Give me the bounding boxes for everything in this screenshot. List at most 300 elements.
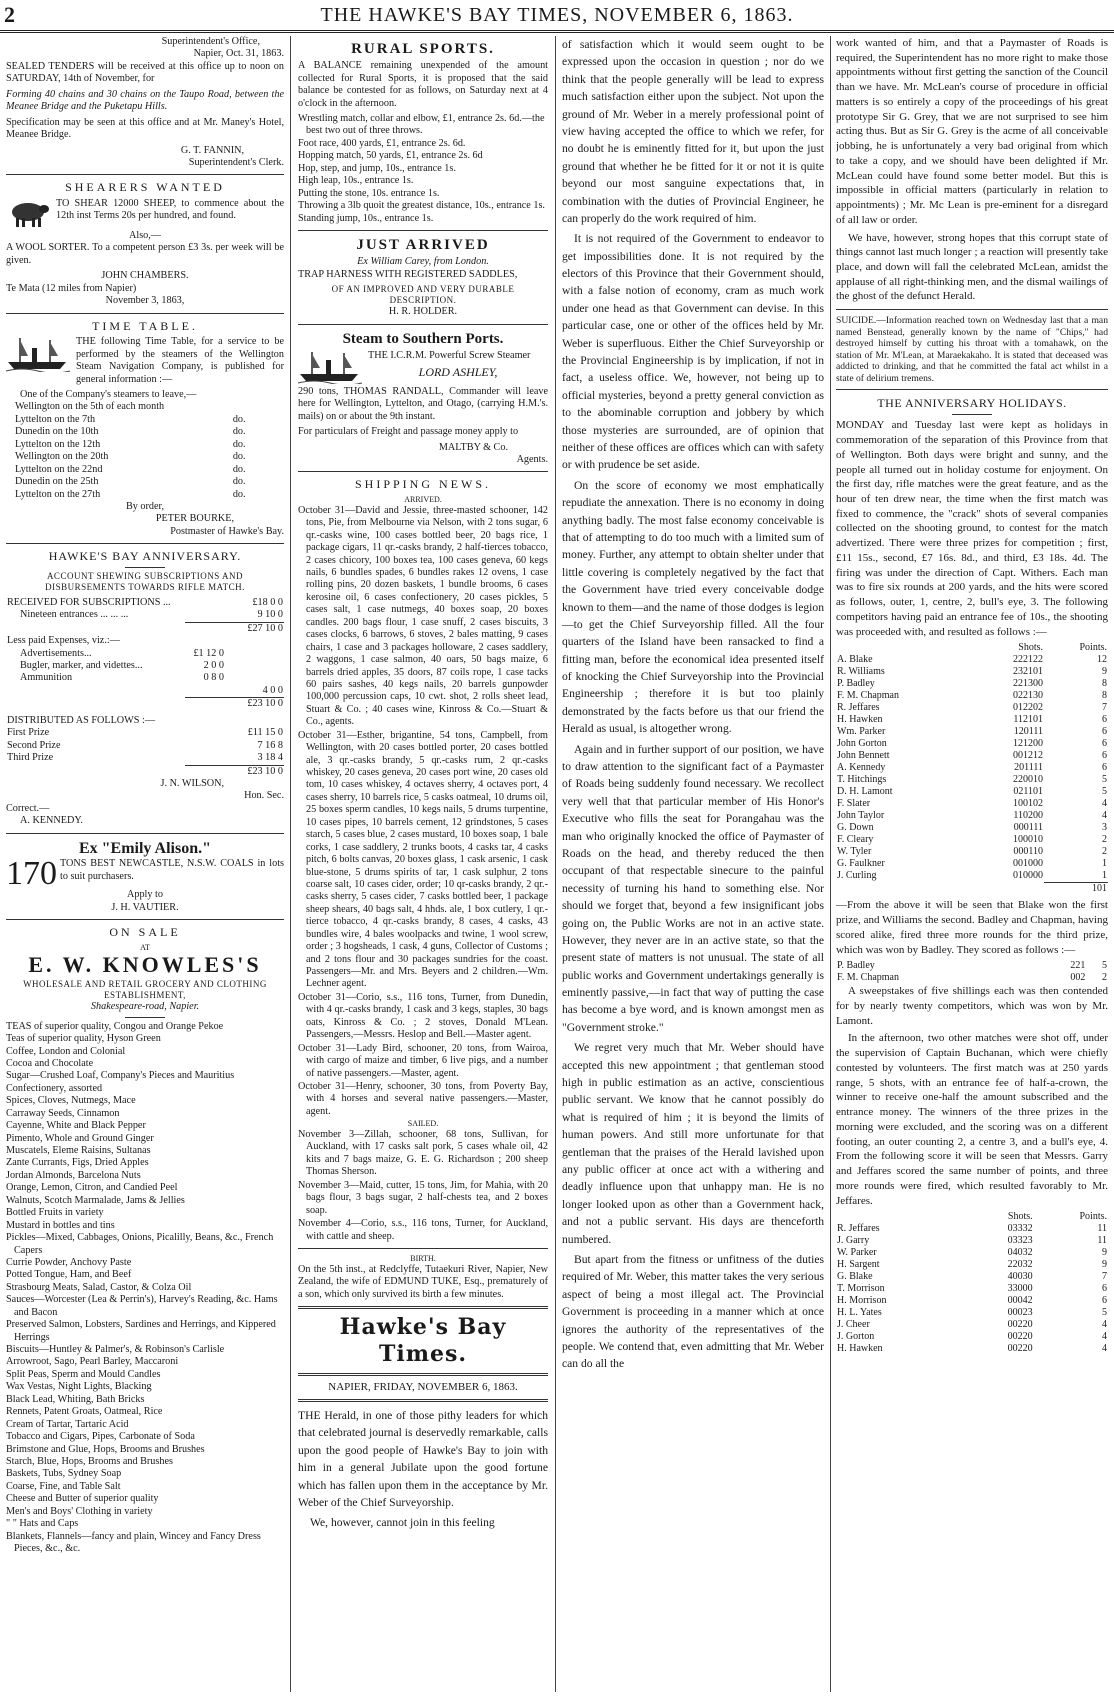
list-item: Mustard in bottles and tins [6, 1219, 115, 1231]
tender-signer: G. T. FANNIN, [180, 144, 244, 156]
editorial-paragraph: We have, however, strong hopes that this corrupt state of things cannot last much longer ; a reaction will presently take place, and down will fall the celebrated McLean, amidst the applause of all right-thinking men, and the dismal wailings of the ghost of the defunct Herald. [836, 231, 1108, 303]
timetable-table [14, 401, 253, 501]
divider [298, 1306, 548, 1309]
list-item: Wax Vestas, Night Lights, Blacking [6, 1381, 152, 1393]
score-name: F. M. Chapman [837, 690, 899, 702]
list-item: Throwing a 3lb quoit the greatest distance, 10s., entrance 1s. [298, 200, 545, 212]
score-points: 11 [1097, 1223, 1107, 1235]
score-name: J. Cheer [837, 1319, 870, 1331]
tender-body: SEALED TENDERS will be received at this office up to noon on SATURDAY, 14th of November, for [6, 60, 284, 85]
list-item: Jordan Almonds, Barcelona Nuts [6, 1169, 141, 1181]
divider [298, 1248, 548, 1249]
divider [298, 1373, 548, 1376]
coal-number: 170 [6, 855, 57, 893]
score-rows [836, 960, 1108, 984]
shearers-heading: SHEARERS WANTED [65, 180, 225, 195]
score-name: G. Blake [837, 1271, 873, 1283]
list-item: Hopping match, 50 yards, £1, entrance 2s. 6d [298, 150, 483, 162]
steam-ship: LORD ASHLEY, [418, 365, 498, 380]
score-points: 1 [1102, 858, 1107, 870]
shipping-entry: November 4—Corio, s.s., 116 tons, Turner, for Auckland, with cattle and sheep. [298, 1218, 548, 1242]
score-header: Points. [1079, 1211, 1107, 1223]
score-points: 6 [1102, 714, 1107, 726]
score-shots: 220010 [1013, 774, 1044, 786]
table-row [836, 1259, 1108, 1271]
shearers-also: Also,— [129, 230, 161, 241]
score-points: 6 [1102, 1283, 1107, 1295]
score-shots: 000111 [1013, 822, 1044, 834]
table-row [14, 476, 253, 488]
tender-spec: Specification may be seen at this office and at Mr. Maney's Hotel, Meanee Bridge. [6, 116, 284, 141]
divider [6, 919, 284, 920]
arrived-sub: Ex William Carey, from London. [357, 256, 489, 268]
divider [298, 471, 548, 472]
steam-signer: MALTBY & Co. [438, 441, 508, 453]
prizes-total: £23 10 0 [185, 765, 284, 778]
anniversary-account [6, 549, 284, 827]
score-shots: 022130 [1013, 690, 1044, 702]
score-name: H. Sargent [837, 1259, 880, 1271]
score-table [836, 642, 1108, 895]
shearers-place: Te Mata (12 miles from Napier) [6, 282, 137, 294]
prize-amount: 3 18 4 [257, 752, 283, 764]
editorial-paragraph: It is not required of the Government to endeavor to get impossibilities done. It is not required by the electors of this Province that their Government should, with a false notion of economy, cram as much work under one head as that Government can devise. In this particular case, one or other of the offices held by Mr. Weber is superfluous. Either the Chief Surveyorship or the Provincial Engineership is by implication, if not in fact, a useless office. We, however, not being up to official mysteries, beyond a pretty general conviction as to the abominable corruption and jobbery by which those mysteries are surrounded, are of opinion that neither of these offices are offices which can with safety or with prudence be set aside. [562, 232, 824, 472]
score-shots: 00220 [1007, 1331, 1033, 1343]
score-shots: 112101 [1013, 714, 1044, 726]
score-shots: 121200 [1013, 738, 1044, 750]
score-points: 5 [1102, 1307, 1107, 1319]
table-row [836, 1271, 1108, 1283]
list-item: Blankets, Flannels—fancy and plain, Wincey and Fancy Dress Pieces, &c., &c. [6, 1530, 261, 1555]
table-row [836, 702, 1108, 714]
score-name: F. M. Chapman [837, 972, 899, 984]
score-points: 4 [1102, 1319, 1107, 1331]
score-name: H. Hawken [837, 714, 883, 726]
score-header [836, 642, 975, 654]
anniversary-correct-signer: A. KENNEDY. [20, 815, 83, 827]
column-rule [290, 36, 291, 1692]
table-row [836, 750, 1108, 762]
score-shots: 010000 [1013, 870, 1044, 882]
divider [836, 389, 1108, 390]
column-2 [298, 36, 548, 1696]
tender-notice [6, 36, 284, 169]
score-points: 4 [1102, 1343, 1107, 1355]
list-item: Arrowroot, Sago, Pearl Barley, Maccaroni [6, 1356, 179, 1368]
list-item: Walnuts, Scotch Marmalade, Jams & Jellies [6, 1194, 185, 1206]
table-row [6, 672, 284, 684]
steam-body3: For particulars of Freight and passage money apply to [298, 426, 519, 438]
table-row [836, 738, 1108, 750]
list-item: Preserved Salmon, Lobsters, Sardines and Herrings, and Kippered Herrings [6, 1319, 276, 1343]
divider [6, 543, 284, 544]
table-row [6, 740, 284, 752]
score-points: 2 [1102, 846, 1107, 858]
table-row [836, 690, 1108, 702]
shipping-heading: SHIPPING NEWS. [354, 477, 491, 492]
list-item: Coarse, Fine, and Table Salt [6, 1480, 121, 1492]
timetable-signer: PETER BOURKE, [155, 513, 234, 525]
prize-label: First Prize [7, 727, 50, 739]
shipping-entry: October 31—Esther, brigantine, 54 tons, Campbell, from Wellington, with 20 cases bottled porter, 20 cases bottled ale, 3 qr.-casks brandy, 5 qr.-casks rum, 2 qr.-casks whiskey, 20 cases geneva, 20 cases port wine, 20 cases old tom, 10 cases whiskey, 4 octaves sherry, 4 octaves port, 4 cases sherry, 10 barrels rice, 5 casks oatmeal, 10 drums oil, 25 boxes sperm candles, 10 kegs nails, 5 drums turpentine, 10 cases pipes, 10 barrels cement, 12 grindstones, 5 cases starch, 5 cases blue, 2 cases mustard, 10 boxes soap, 1 bale corks, 1 case saddlery, 2 trunks boots, 4 casks tar, 4 casks pitch, 6 bolts canvas, 20 boxes glass, 1 cask arsenic, 1 cask blue-stone, 5 drums spirits of tar, 1 cask sulphur, 2 tons coarse salt, 10 cases cider, order; 10 qr-casks brandy, 2 qr.-casks sherry, 5 cases cider, 7 casks bottled beer, 1 package sheep shears, 40 bags salt, 4 hhds. ale, 1 box cutlery, 1 qr.-tierce tobacco, 4 qr.-casks brandy, 8 cases, 4 casks, 43 bundles wire, 4 bales woolpacks and twine, 1 wool screw, order ; 3 hogsheads, 1 cask, 4 guns, Collector of Customs ; and 2 tons flour and 30 packages sundries for the coast. Passengers—Mr. and Mrs. Beyers and 2 children.—Wm. Lechner agent. [298, 729, 548, 990]
editorial-paragraph: of satisfaction which it would seem ought to be expressed upon the occasion in question ; nor do we think that the people generally will be lead to express much satisfaction either upon the subject. Not upon the ground of Mr. Weber in a merely professional point of view having accepted the office to which we refer, for no doubt he is eminently fitted for it, but upon the just ground that whether he be fitted for it or not it is quite beyond our most sanguine expectations that, in combination with the duties of Provincial Engineer, he can properly do the work required of him. [562, 38, 824, 225]
score-shots: 00042 [1007, 1295, 1033, 1307]
rural-events [298, 113, 548, 225]
table-row [6, 622, 284, 635]
list-item: Black Lead, Whiting, Bath Bricks [6, 1393, 145, 1405]
list-item: Rennets, Patent Groats, Oatmeal, Rice [6, 1406, 163, 1418]
list-item: Tobacco and Cigars, Pipes, Carbonate of Soda [6, 1431, 195, 1443]
rural-sports [298, 40, 548, 225]
tender-office: Superintendent's Office, [161, 36, 260, 47]
table-row [836, 678, 1108, 690]
anniversary-signer: J. N. WILSON, [160, 777, 224, 789]
score-shots: 03332 [1007, 1223, 1033, 1235]
account-amount: £18 0 0 [252, 596, 283, 608]
list-item: Cocoa and Chocolate [6, 1057, 94, 1069]
list-item: Pickles—Mixed, Cabbages, Onions, Picalilly, Beans, &c., French Capers [6, 1232, 274, 1256]
score-points: 5 [1102, 960, 1107, 972]
expenses-total: 4 0 0 [262, 684, 283, 696]
timetable-place: Lyttelton on the 7th [15, 413, 96, 425]
table-row [836, 858, 1108, 870]
list-item: Cheese and Butter of superior quality [6, 1493, 159, 1505]
score-name: H. Hawken [837, 1343, 883, 1355]
list-item: Foot race, 400 yards, £1, entrance 2s. 6d. [298, 137, 466, 149]
list-item: Zante Currants, Figs, Dried Apples [6, 1157, 149, 1169]
knowles-desc: WHOLESALE AND RETAIL GROCERY AND CLOTHING ESTABLISHMENT, [23, 979, 267, 1001]
masthead [0, 0, 1114, 33]
holidays-paragraph: In the afternoon, two other matches were shot off, under the supervision of Captain Buchanan, which were chiefly contested by volunteers. The first match was at 250 yards range, 5 shots, with an entrance fee of half-a-crown, the winner to receive one-half the amount subscribed and the entrance money. The winners of the three prizes in the morning were excluded, and the scoring was on a different footing, an outer counting 2, a centre 3, and a bull's eye, 4. From the following score it will be seen that Messrs. Garry and Jeffares scored the same number of points, and three more rounds were fired, which resulted favorably to Mr. Jeffares. [836, 1032, 1108, 1207]
knowles-address: Shakespeare-road, Napier. [90, 1001, 200, 1013]
page-number: 2 [4, 2, 15, 27]
list-item: Men's and Boys' Clothing in variety [6, 1505, 153, 1517]
prize-amount: £11 15 0 [247, 727, 283, 739]
account-table [6, 597, 284, 778]
score-name: T. Morrison [837, 1283, 885, 1295]
table-row [836, 1295, 1108, 1307]
table-row [6, 648, 284, 660]
table-row [836, 972, 1108, 984]
table-row [14, 439, 253, 451]
timetable-heading: TIME TABLE. [92, 318, 198, 333]
timetable-place: Dunedin on the 25th [15, 476, 99, 488]
knowles-at: AT [140, 942, 150, 952]
score-name: D. H. Lamont [837, 786, 893, 798]
list-item: " " Hats and Caps [6, 1518, 79, 1530]
divider [298, 324, 548, 325]
table-row [836, 1223, 1108, 1235]
score-name: John Taylor [837, 810, 885, 822]
table-row [6, 727, 284, 739]
table-header [836, 1211, 1108, 1223]
expense-label: Ammunition [20, 672, 73, 684]
list-item: High leap, 10s., entrance 1s. [298, 175, 414, 187]
table-row [14, 414, 253, 426]
timetable-mark: do. [232, 426, 246, 438]
score-points: 8 [1102, 690, 1107, 702]
account-total: £27 10 0 [185, 622, 284, 635]
score-shots: 33000 [1007, 1283, 1033, 1295]
shearers-body: TO SHEAR 12000 SHEEP, to commence about the 12th inst Terms 20s per hundred, and found. [56, 198, 284, 222]
editorial-masthead: Hawke's Bay Times. [339, 1314, 507, 1367]
account-amount: 9 10 0 [257, 609, 283, 621]
list-item: Wrestling match, collar and elbow, £1, entrance 2s. 6d.—the best two out of three throws. [298, 113, 545, 137]
arrived-body: TRAP HARNESS WITH REGISTERED SADDLES, [298, 268, 518, 280]
score-name: J. Gorton [837, 1331, 875, 1343]
column-4 [836, 36, 1108, 1696]
birth-heading: BIRTH. [410, 1253, 436, 1263]
distributed-heading: DISTRIBUTED AS FOLLOWS :— [7, 714, 156, 726]
table-row [836, 960, 1108, 972]
divider [6, 313, 284, 314]
expense-label: Bugler, marker, and videttes... [20, 660, 143, 671]
score-name: R. Jeffares [837, 1223, 880, 1235]
score-shots: 012202 [1013, 702, 1044, 714]
score-rows [836, 1223, 1108, 1355]
score-points: 12 [1097, 654, 1107, 666]
score-shots: 00023 [1007, 1307, 1033, 1319]
table-row [836, 1247, 1108, 1259]
score-shots: 222122 [1013, 654, 1044, 666]
score-points: 6 [1102, 1295, 1107, 1307]
divider [298, 230, 548, 231]
timetable-place: Wellington on the 5th of each month [15, 401, 165, 413]
steamship-icon [298, 350, 362, 384]
knowles-ad [6, 925, 284, 1555]
table-row [836, 1343, 1108, 1355]
timetable-place: Dunedin on the 10th [15, 426, 99, 438]
table-row [836, 1331, 1108, 1343]
knowles-item-list [6, 1021, 284, 1556]
score-shots: 001000 [1013, 858, 1044, 870]
newspaper-title: THE HAWKE'S BAY TIMES, NOVEMBER 6, 1863. [320, 4, 794, 26]
timetable [6, 319, 284, 539]
coal-signer: J. H. VAUTIER. [111, 901, 179, 913]
score-name: W. Parker [837, 1247, 877, 1259]
score-header: Points. [1079, 642, 1107, 654]
score-header [836, 1211, 966, 1223]
account-less: Less paid Expenses, viz.:— [7, 635, 120, 647]
table-row [6, 635, 284, 647]
score-shots: 03323 [1007, 1235, 1033, 1247]
table-row [836, 1319, 1108, 1331]
table-row [836, 1235, 1108, 1247]
table-row [836, 666, 1108, 678]
divider [952, 414, 992, 415]
divider [836, 309, 1108, 310]
sheep-icon [6, 198, 50, 228]
score-points: 4 [1102, 1331, 1107, 1343]
score-points: 9 [1102, 1259, 1107, 1271]
score-name: John Bennett [837, 750, 890, 762]
birth-body: On the 5th inst., at Redclyffe, Tutaekuri River, Napier, New Zealand, the wife of EDMUND TUKE, Esq., prematurely of a son, which only survived its birth a few minutes. [298, 1263, 548, 1300]
table-row [6, 698, 284, 711]
list-item: Strasbourg Meats, Salad, Castor, & Colza Oil [6, 1281, 192, 1293]
table-row [836, 786, 1108, 798]
timetable-mark [232, 401, 253, 413]
list-item: Cream of Tartar, Tartaric Acid [6, 1418, 129, 1430]
score-points: 5 [1102, 774, 1107, 786]
list-item: Cayenne, White and Black Pepper [6, 1120, 146, 1132]
coal-apply: Apply to [127, 889, 163, 901]
prize-label: Third Prize [7, 752, 54, 764]
score-name: A. Kennedy [837, 762, 886, 774]
list-item: Bottled Fruits in variety [6, 1207, 104, 1219]
table-row [836, 834, 1108, 846]
knowles-name: E. W. KNOWLES'S [28, 952, 262, 978]
score-points: 4 [1102, 798, 1107, 810]
score-name: Wm. Parker [837, 726, 886, 738]
editorial-paragraph: work wanted of him, and that a Paymaster of Roads is required, the Superintendent has no more right to make those appointments without first getting the sanction of the Council than we have. Mr. McLean's course of procedure in official matters is so entirely a copy of the proceedings of his great prototype Sir G. Grey, that we are not surprised to see him acting thus. But as Sir G. Grey is the acme of all conceivable jobbing, he is unfortunately a very bad original from which to take a copy, and we should have been delighted if Mr. McLean could have found some better model. But this is impossible in official matters (particularly in relation to appointments) ; Mr. Mc Lean is pre-eminent for a disregard of all law or order. [836, 37, 1108, 226]
editorial-paragraph: On the score of economy we most emphatically repudiate the annexation. There is no economy in doing anything badly. The most false economy conceivable is that of attempting to do too much with a limited sum of money. Further, any attempt to obtain shelter under that little covering is completely negatived by the fact that the Government have tried every conceivable dodge known to them—and the name of those dodges is legion—to get the Chief Surveyorship filled. All the four quarters of the Island have been ransacked to find a fitting man, before the economical idea presented itself of knocking the Chief Surveyorship into the Provincial Engineership ; therefore it is but too plainly demonstrated by the facts before us that our friend the Herald as usual, is altogether wrong. [562, 478, 824, 736]
score-name: P. Badley [837, 960, 875, 972]
score-points: 6 [1102, 750, 1107, 762]
score-points: 6 [1102, 738, 1107, 750]
score-table [836, 960, 1108, 984]
editorial-paragraph: Again and in further support of our position, we have to draw attention to the significant fact of a Paymaster of Roads being suddenly found necessary. We recollect very well that that particular member of His Honor's Executive who fills the seat for Porangahau was the man who originally knocked the office of Paymaster of Roads on the head, and thereby reduced the then occupant of that respectable sinecure to the painful necessity of turning his hand to something else. Nor should we forget that, beyond a few insignificant jobs going on, the Public Works are not in an active state. However, they never are in an active state, so that the present state of matters is not unusual. The state of all public works and Government undertakings generally is eminently passive,—in fact that way of putting the case has become a bye word, and is known amongst men as "Government stroke." [562, 742, 824, 1034]
score-points: 7 [1102, 1271, 1107, 1283]
score-points: 5 [1102, 786, 1107, 798]
score-name: H. Morrison [837, 1295, 887, 1307]
harness-ad [298, 236, 548, 319]
table-row [6, 711, 284, 727]
list-item: Putting the stone, 10s. entrance 1s. [298, 187, 440, 199]
score-shots: 201111 [1014, 762, 1044, 774]
arrived-heading: JUST ARRIVED [356, 236, 490, 253]
timetable-mark: do. [232, 438, 246, 450]
list-item: Biscuits—Huntley & Palmer's, & Robinson's Carlisle [6, 1344, 225, 1356]
steamship-icon [6, 336, 70, 372]
score-name: John Gorton [837, 738, 887, 750]
score-header: Shots. [1018, 642, 1044, 654]
table-row [14, 451, 253, 463]
list-item: Brimstone and Glue, Hops, Brooms and Brushes [6, 1443, 205, 1455]
timetable-body: THE following Time Table, for a service to be performed by the steamers of the Wellington Steam Navigation Company, is published for general information :— [76, 336, 284, 385]
table-row [836, 1283, 1108, 1295]
list-item: Currie Powder, Anchovy Paste [6, 1256, 132, 1268]
score-shots: 221 [1070, 960, 1086, 972]
score-shots: 221300 [1013, 678, 1044, 690]
score-name: G. Down [837, 822, 874, 834]
score-points: 7 [1102, 702, 1107, 714]
score-shots: 001212 [1013, 750, 1044, 762]
timetable-mark: do. [232, 476, 246, 488]
table-row [836, 846, 1108, 858]
divider [125, 567, 165, 568]
steam-ad [298, 330, 548, 467]
score-points: 11 [1097, 1235, 1107, 1247]
score-shots: 100102 [1013, 798, 1044, 810]
list-item: Hop, step, and jump, 10s., entrance 1s. [298, 162, 456, 174]
list-item: Carraway Seeds, Cinnamon [6, 1107, 120, 1119]
score-rows [836, 654, 1108, 883]
table-row [14, 426, 253, 438]
coal-ship: Ex "Emily Alison." [78, 839, 211, 857]
expense-amount: 0 8 0 [203, 672, 224, 684]
arrived-signer: H. R. HOLDER. [388, 306, 458, 318]
score-table [836, 1211, 1108, 1355]
shearers-signer: JOHN CHAMBERS. [101, 270, 189, 282]
tender-signer-title: Superintendent's Clerk. [188, 156, 284, 168]
expense-label: Advertisements... [20, 647, 92, 659]
table-row [836, 870, 1108, 883]
score-name: A. Blake [837, 654, 873, 666]
shearers-ad [6, 180, 284, 307]
score-points: 2 [1102, 834, 1107, 846]
score-name: G. Faulkner [837, 858, 885, 870]
shearers-sorter: A WOOL SORTER. To a competent person £3 3s. per week will be given. [6, 242, 284, 266]
score-total: 101 [1044, 883, 1108, 896]
score-points: 1 [1102, 870, 1107, 882]
score-shots: 22032 [1007, 1259, 1033, 1271]
score-shots: 232101 [1013, 666, 1044, 678]
score-points: 3 [1102, 822, 1107, 834]
knowles-on-sale: ON SALE [109, 925, 181, 940]
list-item: Potted Tongue, Ham, and Beef [6, 1269, 132, 1281]
table-row [836, 762, 1108, 774]
score-shots: 120111 [1013, 726, 1044, 738]
score-header: Shots. [1007, 1211, 1033, 1223]
table-row [836, 798, 1108, 810]
editorial-paragraph: THE Herald, in one of those pithy leaders for which that celebrated journal is deservedly remarkable, calls upon the good people of Hawke's Bay to join with him in a general Jubilate upon the good fortune which has fallen upon them in the acceptance by Mr. Weber of the Chief Surveyorship. [298, 1409, 548, 1510]
steam-signer-title: Agents. [516, 454, 548, 466]
editorial [298, 1314, 548, 1532]
column-3 [562, 36, 824, 1696]
list-item: Confectionery, assorted [6, 1082, 103, 1094]
steam-body2: 290 tons, THOMAS RANDALL, Commander will leave here for Wellington, Lyttelton, and Otago, (carrying H.M.'s. mails) on or about the 9th instant. [298, 385, 548, 422]
table-row [836, 822, 1108, 834]
holidays-paragraph: MONDAY and Tuesday last were kept as holidays in commemoration of the separation of this Province from that of Wellington. Both days were bright and sunny, and the people all turned out in holiday costume for enjoyment. On the first day, rifle matches were the great feature, and as the hour of ten drew near, the time when the first match was fixed to commence, the "crack" shots of several companies collected on the shooting ground, to contest for the match advertized. There were three prizes for competition ; first, £11 15s., second, £7 16s. 8d., and third, £3 18s. 4d. The firing was under the direction of Capt. Withers. Each man was to fire six rounds at 200 yards, and the hits were scored as follows, outer, 1, centre, 2, bull's eye, 3. The following competitors having paid an entrance fee of 10s., the shooting was proceeded with, and resulted as follows :— [836, 419, 1108, 638]
editorial-paragraph: We, however, cannot join in this feeling [310, 1516, 495, 1530]
score-name: H. L. Yates [837, 1307, 882, 1319]
shearers-date: November 3, 1863, [105, 295, 185, 307]
table-row [836, 883, 1108, 896]
tender-work: Forming 40 chains and 30 chains on the Taupo Road, between the Meanee Bridge and the Puketapu Hills. [6, 88, 284, 113]
score-points: 6 [1102, 762, 1107, 774]
timetable-by-order: By order, [125, 500, 165, 512]
score-shots: 40030 [1007, 1271, 1033, 1283]
rural-heading: RURAL SPORTS. [351, 41, 495, 57]
shipping-arrived: ARRIVED. [404, 495, 442, 505]
list-item: Sauces—Worcester (Lea & Perrin's), Harvey's Reading, &c. Hams and Bacon [6, 1294, 278, 1318]
anniversary-sub: ACCOUNT SHEWING SUBSCRIPTIONS AND DISBURSEMENTS TOWARDS RIFLE MATCH. [45, 570, 245, 592]
score-shots: 021101 [1013, 786, 1044, 798]
table-row [836, 726, 1108, 738]
list-item: Starch, Blue, Hops, Brooms and Brushes [6, 1455, 173, 1467]
timetable-place: Lyttelton on the 27th [15, 488, 101, 500]
table-header [836, 642, 1108, 654]
score-shots: 04032 [1007, 1247, 1033, 1259]
shipping-entry: November 3—Maid, cutter, 15 tons, Jim, for Mahia, with 20 bags flour, 3 bags sugar, 2 half-chests tea, and 2 boxes soap. [298, 1179, 548, 1216]
prize-amount: 7 16 8 [257, 739, 283, 751]
score-name: F. Cleary [837, 834, 874, 846]
holidays-heading: THE ANNIVERSARY HOLIDAYS. [877, 396, 1067, 411]
table-row [6, 685, 284, 698]
account-label: Nineteen entrances ... ... ... [20, 609, 129, 621]
score-name: R. Jeffares [837, 702, 880, 714]
table-row [6, 597, 284, 609]
coal-ad [6, 839, 284, 914]
list-item: Baskets, Tubs, Sydney Soap [6, 1468, 122, 1480]
coal-body: TONS BEST NEWCASTLE, N.S.W. COALS in lots to suit purchasers. [60, 858, 284, 882]
score-name: T. Hitchings [837, 774, 887, 786]
score-shots: 00220 [1007, 1343, 1033, 1355]
list-item: Teas of superior quality, Hyson Green [6, 1033, 161, 1045]
list-item: Coffee, London and Colonial [6, 1045, 126, 1057]
table-row [6, 752, 284, 765]
timetable-place: Lyttelton on the 12th [15, 438, 101, 450]
